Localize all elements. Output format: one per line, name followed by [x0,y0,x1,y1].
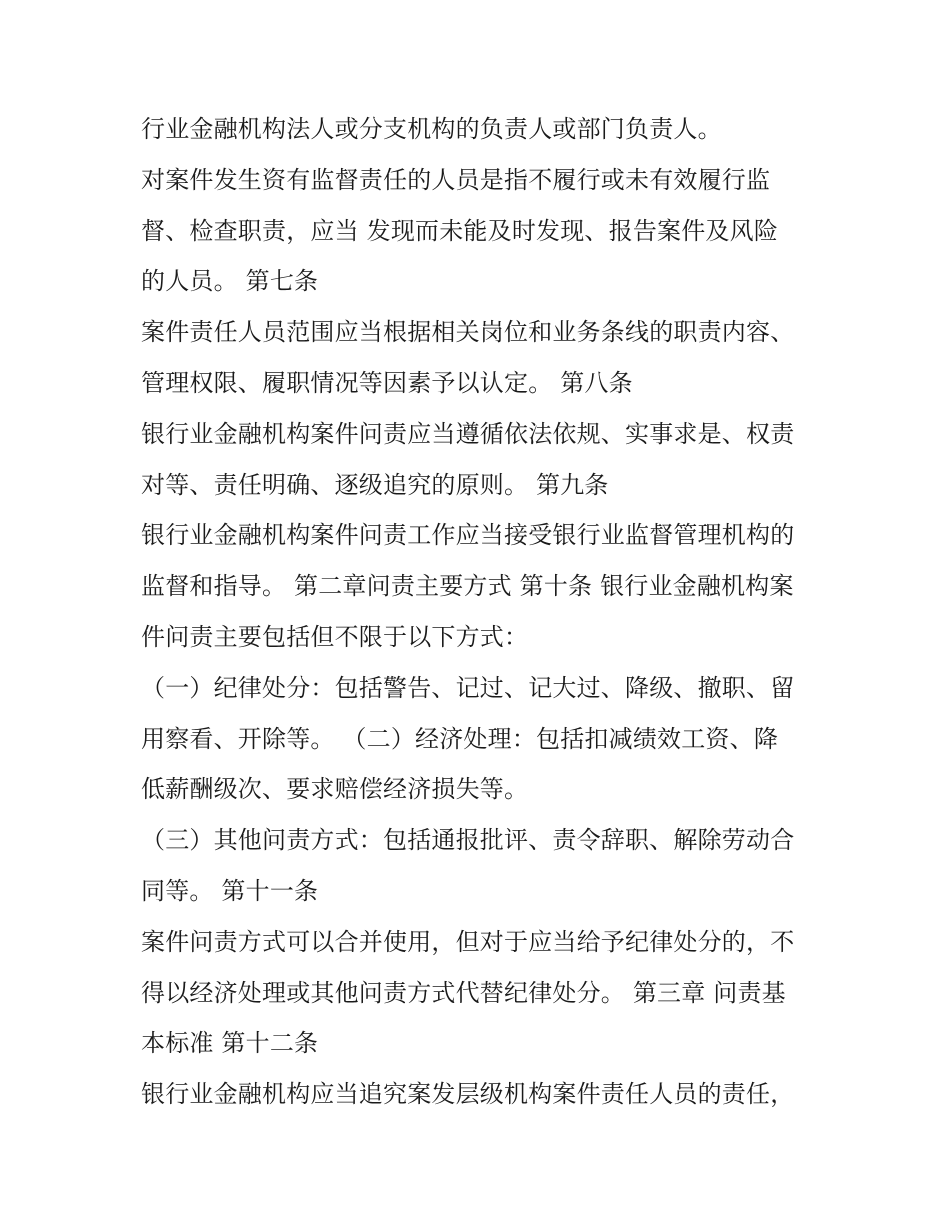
text-line: 件问责主要包括但不限于以下方式： [141,622,529,651]
text-line: 行业金融机构法人或分支机构的负责人或部门负责人。 [141,115,722,143]
text-line: 对案件发生资有监督责任的人员是指不履行或未有效履行监 [141,165,771,194]
text-line: 监督和指导。 第二章问责主要方式 第十条 银行业金融机构案 [141,572,794,601]
document-body [141,104,831,1120]
text-line: （一）纪律处分：包括警告、记过、记大过、降级、撤职、留 [141,673,795,702]
text-line: 银行业金融机构案件问责应当遵循依法依规、实事求是、权责 [141,419,795,448]
text-line: 低薪酬级次、要求赔偿经济损失等。 [141,775,529,804]
text-line: 本标准 第十二条 [141,1029,319,1058]
text-line: （三）其他问责方式：包括通报批评、责令辞职、解除劳动合 [141,826,795,855]
text-line: 督、检查职责，应当 发现而未能及时发现、报告案件及风险 [141,216,779,245]
text-line: 案件责任人员范围应当根据相关岗位和业务条线的职责内容、 [141,318,795,347]
text-line: 银行业金融机构应当追究案发层级机构案件责任人员的责任， [141,1080,795,1109]
text-line: 得以经济处理或其他问责方式代替纪律处分。 第三章 问责基 [141,978,786,1007]
text-line: 同等。 第十一条 [141,876,319,905]
text-line: 管理权限、履职情况等因素予以认定。 第八条 [141,368,633,397]
text-line: 用察看、开除等。 （二）经济处理：包括扣减绩效工资、降 [141,724,779,753]
text-line: 银行业金融机构案件问责工作应当接受银行业监督管理机构的 [141,521,795,550]
text-line: 的人员。 第七条 [141,267,319,296]
text-line: 对等、责任明确、逐级追究的原则。 第九条 [141,470,609,499]
text-line: 案件问责方式可以合并使用，但对于应当给予纪律处分的，不 [141,927,795,956]
